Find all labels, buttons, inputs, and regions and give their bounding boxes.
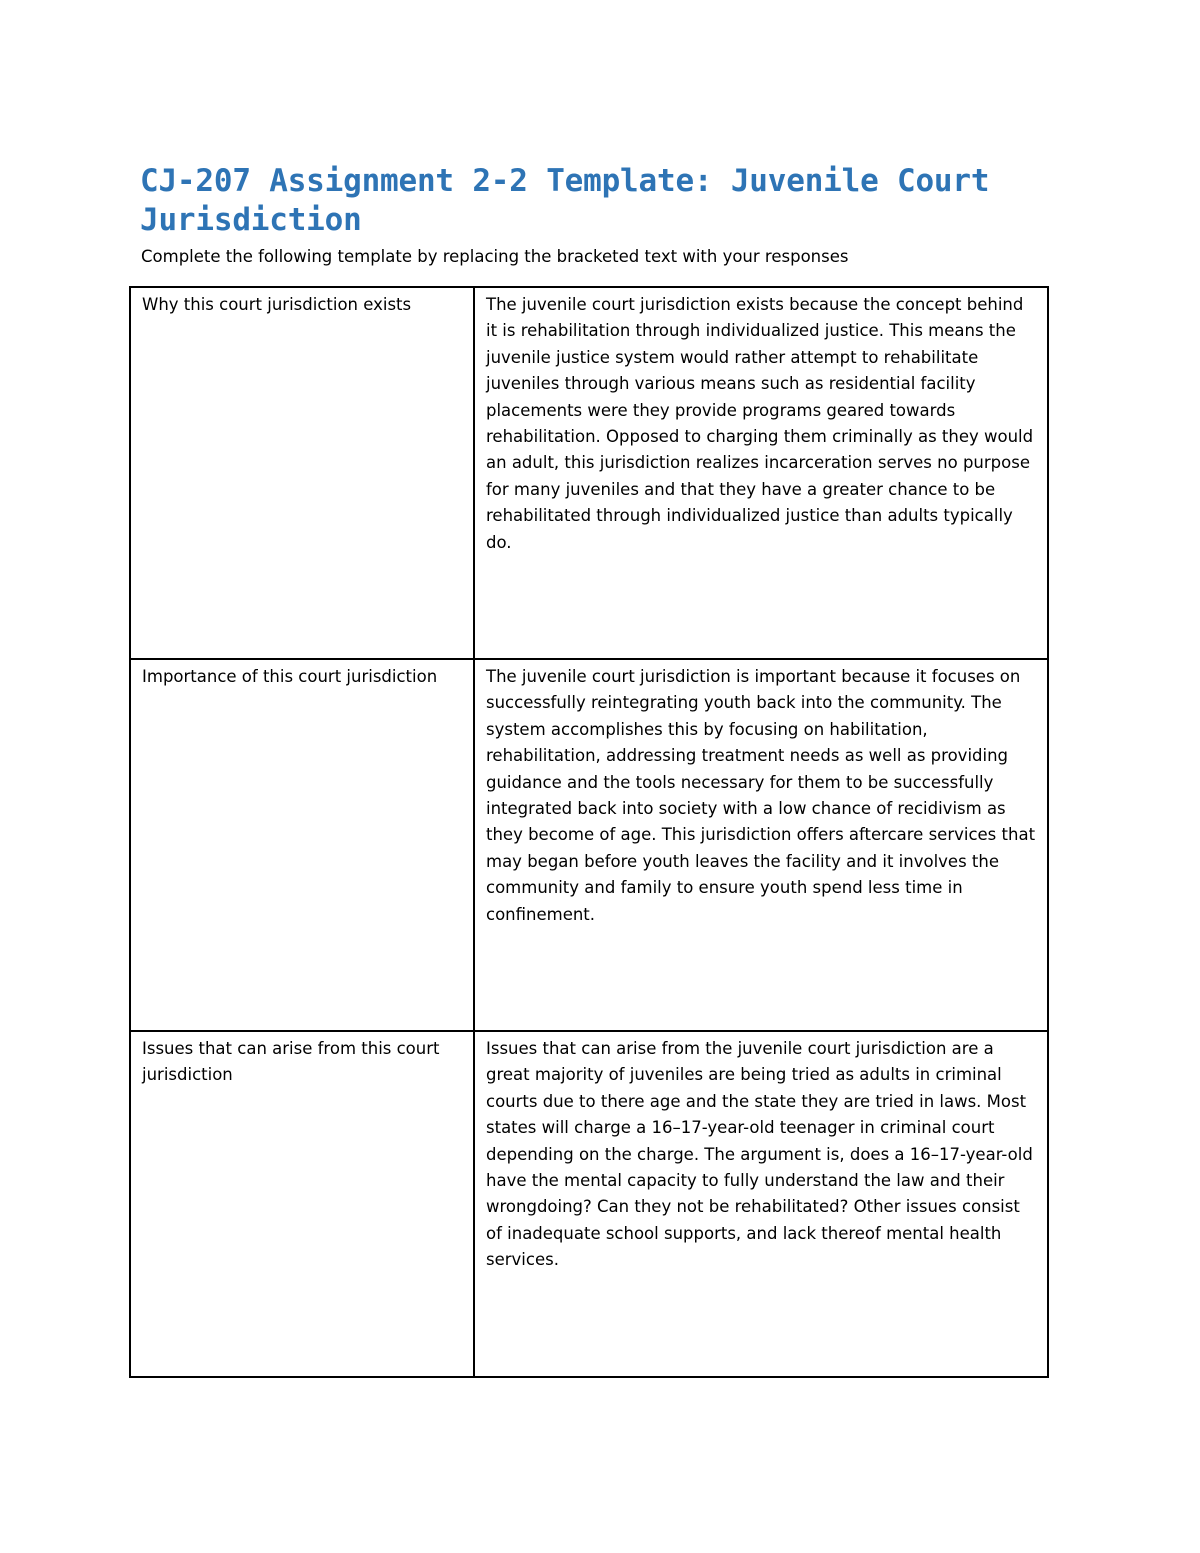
table-row: [130, 287, 1048, 659]
document-subtitle: Complete the following template by replacing the bracketed text with your responses: [141, 247, 849, 266]
row-label-issues: Issues that can arise from this court jurisdiction: [130, 1031, 474, 1377]
table-row: [130, 659, 1048, 1031]
row-response-why-exists: The juvenile court jurisdiction exists because the concept behind it is rehabilitation through individualized justice. This means the juvenile justice system would rather attempt to rehabilitate juveniles through various means such as residential facility placements were they provide programs geared towards rehabilitation. Opposed to charging them criminally as they would an adult, this jurisdiction realizes incarceration serves no purpose for many juveniles and that they have a greater chance to be rehabilitated through individualized justice than adults typically do.: [474, 287, 1048, 659]
row-label-importance: Importance of this court jurisdiction: [130, 659, 474, 1031]
document-title: CJ-207 Assignment 2-2 Template: Juvenile Court Jurisdiction: [140, 163, 990, 238]
row-label-why-exists: Why this court jurisdiction exists: [130, 287, 474, 659]
row-response-importance: The juvenile court jurisdiction is important because it focuses on successfully reintegrating youth back into the community. The system accomplishes this by focusing on habilitation, rehabilitation, addressing treatment needs as well as providing guidance and the tools necessary for them to be successfully integrated back into society with a low chance of recidivism as they become of age. This jurisdiction offers aftercare services that may began before youth leaves the facility and it involves the community and family to ensure youth spend less time in confinement.: [474, 659, 1048, 1031]
row-response-issues: Issues that can arise from the juvenile court jurisdiction are a great majority of juveniles are being tried as adults in criminal courts due to there age and the state they are tried in laws. Most states will charge a 16–17-year-old teenager in criminal court depending on the charge. The argument is, does a 16–17-year-old have the mental capacity to fully understand the law and their wrongdoing? Can they not be rehabilitated? Other issues consist of inadequate school supports, and lack thereof mental health services.: [474, 1031, 1048, 1377]
template-table: [129, 286, 1049, 1378]
table-row: [130, 1031, 1048, 1377]
